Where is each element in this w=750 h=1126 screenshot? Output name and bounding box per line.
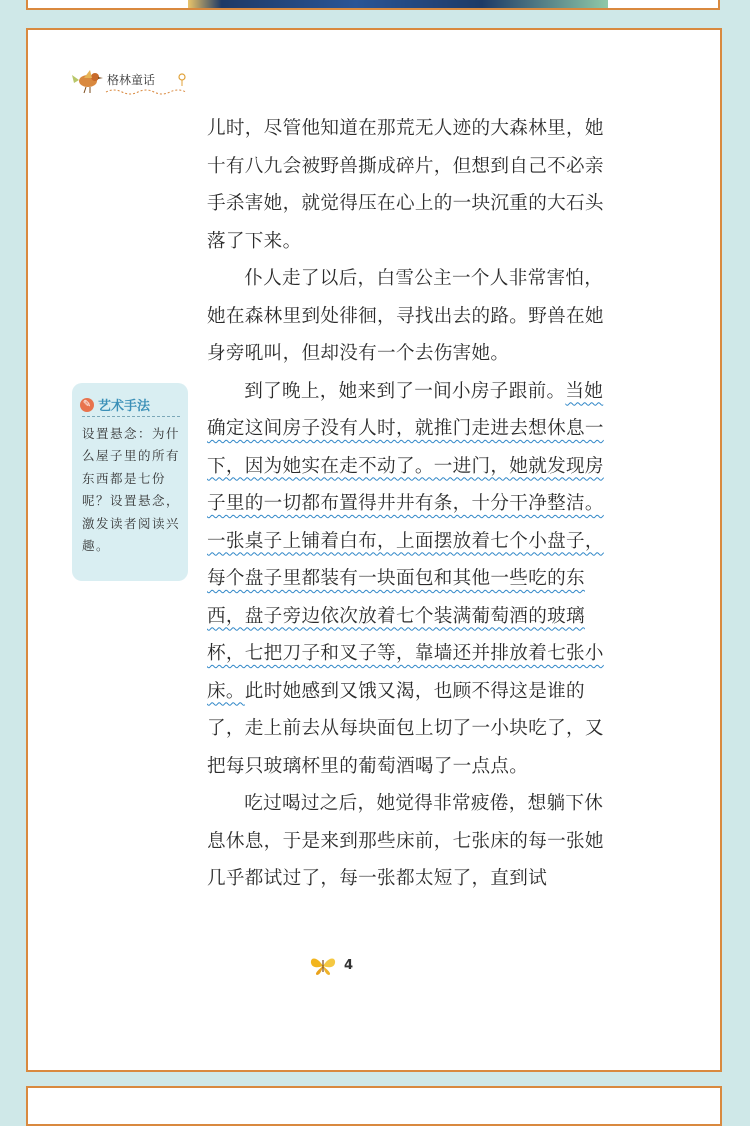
paragraph xyxy=(207,373,607,786)
annotation-title: 艺术手法 xyxy=(98,399,151,414)
paragraph-text: 到了晚上，她来到了一间小房子跟前。 xyxy=(244,380,566,402)
book-title: 格林童话 xyxy=(107,73,156,87)
annotation-header xyxy=(80,395,150,414)
annotation-text: 设置悬念：为什么屋子里的所有东西都是七份呢？设置悬念，激发读者阅读兴趣。 xyxy=(82,426,181,554)
paragraph-text: 仆人走了以后，白雪公主一个人非常害怕，她在森林里到处徘徊，寻找出去的路。野兽在她身旁吼叫，但却没有一个去伤害她。 xyxy=(207,268,604,364)
page-number: 4 xyxy=(344,957,354,973)
paragraph-text: 吃过喝过之后，她觉得非常疲倦，想躺下休息休息，于是来到那些床前，七张床的每一张她几乎都试过了，每一张都太短了，直到试 xyxy=(207,793,604,889)
previous-page-edge xyxy=(26,0,720,10)
body-text xyxy=(207,110,607,898)
paragraph xyxy=(207,260,607,373)
pencil-dot-icon: ✎ xyxy=(80,398,94,412)
paragraph xyxy=(207,785,607,898)
next-page-edge xyxy=(26,1086,722,1126)
running-header xyxy=(70,66,200,102)
paragraph xyxy=(207,110,607,260)
page-footer xyxy=(308,954,353,976)
highlighted-passage: 当她确定这间房子没有人时，就推门走进去想休息一下，因为她实在走不动了。一进门，她就发现房子里的一切都布置得井井有条，十分干净整洁。一张桌子上铺着白布，上面摆放着七个小盘子，每个盘子里都装有一块面包和其他一些吃的东西，盘子旁边依次放着七个装满葡萄酒的玻璃杯，七把刀子和叉子等，靠墙还并排放着七张小床。 xyxy=(207,380,604,702)
previous-page-illustration xyxy=(188,0,608,8)
butterfly-icon xyxy=(308,954,338,976)
annotation-box xyxy=(72,383,188,581)
paragraph-text: 此时她感到又饿又渴，也顾不得这是谁的了，走上前去从每块面包上切了一小块吃了，又把每只玻璃杯里的葡萄酒喝了一点点。 xyxy=(207,680,604,777)
annotation-divider xyxy=(82,416,180,417)
paragraph-text: 儿时，尽管他知道在那荒无人迹的大森林里，她十有八九会被野兽撕成碎片，但想到自己不必亲手杀害她，就觉得压在心上的一块沉重的大石头落了下来。 xyxy=(207,118,604,252)
